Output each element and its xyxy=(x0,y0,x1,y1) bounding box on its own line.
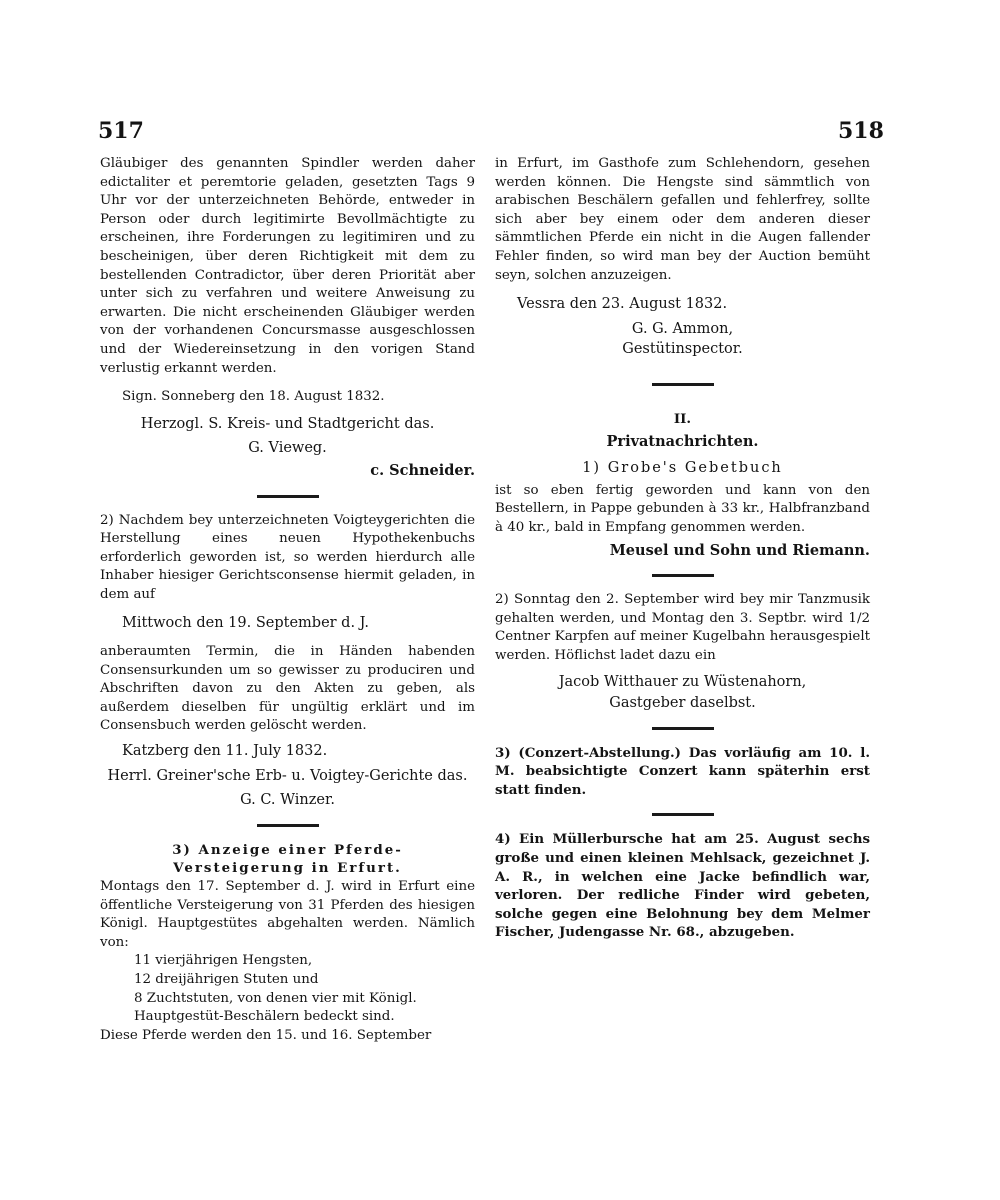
mortgage-book-paragraph: 2) Nachdem bey unterzeichneten Voigteygerichten die Herstellung eines neuen Hypothekenbuchs erforderlich geworden ist, so werden hierdurch alle Inhaber hiesiger Gerichtsconsense hiermit geladen, in dem auf xyxy=(100,512,475,602)
signature-name: G. C. Winzer. xyxy=(240,792,335,809)
signature-name: Jacob Witthauer zu Wüstenahorn, xyxy=(558,674,807,691)
section-number: II. xyxy=(673,410,692,427)
lost-flour-sacks-paragraph: 4) Ein Müllerbursche hat am 25. August sechs große und einen kleinen Mehlsack, gezeichnet J. A. R., in welchen eine Jacke befindlich war, verloren. Der redliche Finder wird gebeten, solche gegen eine Belohnung bey dem Melmer Fischer, Judengasse Nr. 68., abzugeben. xyxy=(495,831,870,941)
section-divider xyxy=(652,574,714,577)
dance-music-paragraph: 2) Sonntag den 2. September wird bey mir Tanzmusik gehalten werden, und Montag den 3. Septbr. wird 1/2 Centner Karpfen auf meiner Kugelbahn herausgespielt werden. Höflichst ladet dazu ein xyxy=(495,592,870,663)
signature-name: G. G. Ammon, xyxy=(631,320,734,337)
section-divider xyxy=(652,727,714,730)
list-item: 8 Zuchtstuten, von denen vier mit Königl. Hauptgestüt-Beschälern bedeckt sind. xyxy=(134,990,417,1025)
signature-title: Gastgeber daselbst. xyxy=(609,695,756,712)
page-number-left: 517 xyxy=(98,118,144,144)
signature-place-date: Katzberg den 11. July 1832. xyxy=(122,743,328,760)
appointment-date: Mittwoch den 19. September d. J. xyxy=(122,615,369,632)
prayer-book-heading: 1) Grobe's Gebetbuch xyxy=(582,460,783,477)
signature-court: Herrl. Greiner'sche Erb- u. Voigtey-Gerichte das. xyxy=(107,767,468,784)
section-title: Privatnachrichten. xyxy=(606,432,759,450)
concert-cancellation-paragraph: 3) (Conzert-Abstellung.) Das vorläufig am 10. l. M. beabsichtigte Conzert kann späterhin erst statt finden. xyxy=(495,744,870,798)
horse-auction-heading: 3) Anzeige einer Pferde-Versteigerung in Erfurt. xyxy=(172,841,403,877)
signature-name: G. Vieweg. xyxy=(248,440,327,457)
horse-viewing-paragraph: Diese Pferde werden den 15. und 16. September xyxy=(100,1027,432,1043)
list-item: 11 vierjährigen Hengsten, xyxy=(134,953,313,969)
list-item: 12 dreijährigen Stuten und xyxy=(134,971,319,987)
signature-name: c. Schneider. xyxy=(370,461,475,479)
signature-title: Gestütinspector. xyxy=(622,341,743,358)
horse-auction-paragraph: Montags den 17. September d. J. wird in Erfurt eine öffentliche Versteigerung von 31 Pferden des hiesigen Königl. Hauptgestütes abgehalten werden. Nämlich von: xyxy=(100,879,475,950)
appointment-paragraph: anberaumten Termin, die in Händen habenden Consensurkunden um so gewisser zu produciren und Abschriften davon zu den Akten zu geben, als außerdem dieselben für ungültig erklärt und im Consensbuch werden gelöscht werden. xyxy=(100,644,475,734)
signature-place-date: Vessra den 23. August 1832. xyxy=(517,296,728,313)
section-divider xyxy=(652,383,714,386)
page-number-right: 518 xyxy=(838,118,884,144)
section-divider xyxy=(257,824,319,827)
horse-viewing-continued: in Erfurt, im Gasthofe zum Schlehendorn, gesehen werden können. Die Hengste sind sämmtlich von arabischen Beschälern gefallen und fehlerfrey, sollte sich aber bey einem oder dem anderen dieser sämmtlichen Pferde ein nicht in die Augen fallender Fehler finden, so wird man bey der Auction bemüht seyn, solchen anzuzeigen. xyxy=(495,156,870,283)
prayer-book-paragraph: ist so eben fertig geworden und kann von den Bestellern, in Pappe gebunden à 33 kr., Halbfranzband à 40 kr., bald in Empfang genommen werden. xyxy=(495,482,870,535)
horse-list xyxy=(100,952,475,1026)
section-divider xyxy=(257,495,319,498)
right-column xyxy=(495,155,870,942)
left-column xyxy=(100,155,475,1045)
signature-court: Herzogl. S. Kreis- und Stadtgericht das. xyxy=(140,415,435,432)
section-divider xyxy=(652,813,714,816)
creditor-summons-paragraph: Gläubiger des genannten Spindler werden daher edictaliter et peremtorie geladen, gesetzten Tags 9 Uhr vor der unterzeichneten Behörde, entweder in Person oder durch legitimirte Bevollmächtigte zu erscheinen, ihre Forderungen zu legitimiren und zu bescheinigen, über deren Richtigkeit mit dem zu bestellenden Contradictor, über deren Priorität aber unter sich zu verfahren und weitere Anweisung zu erwarten. Die nicht erscheinenden Gläubiger werden von der vorhandenen Concursmasse ausgeschlossen und der Wiedereinsetzung in den vorigen Stand verlustig erkannt werden. xyxy=(100,156,475,376)
signature-place-date: Sign. Sonneberg den 18. August 1832. xyxy=(122,389,385,405)
signature-name: Meusel und Sohn und Riemann. xyxy=(609,541,870,559)
